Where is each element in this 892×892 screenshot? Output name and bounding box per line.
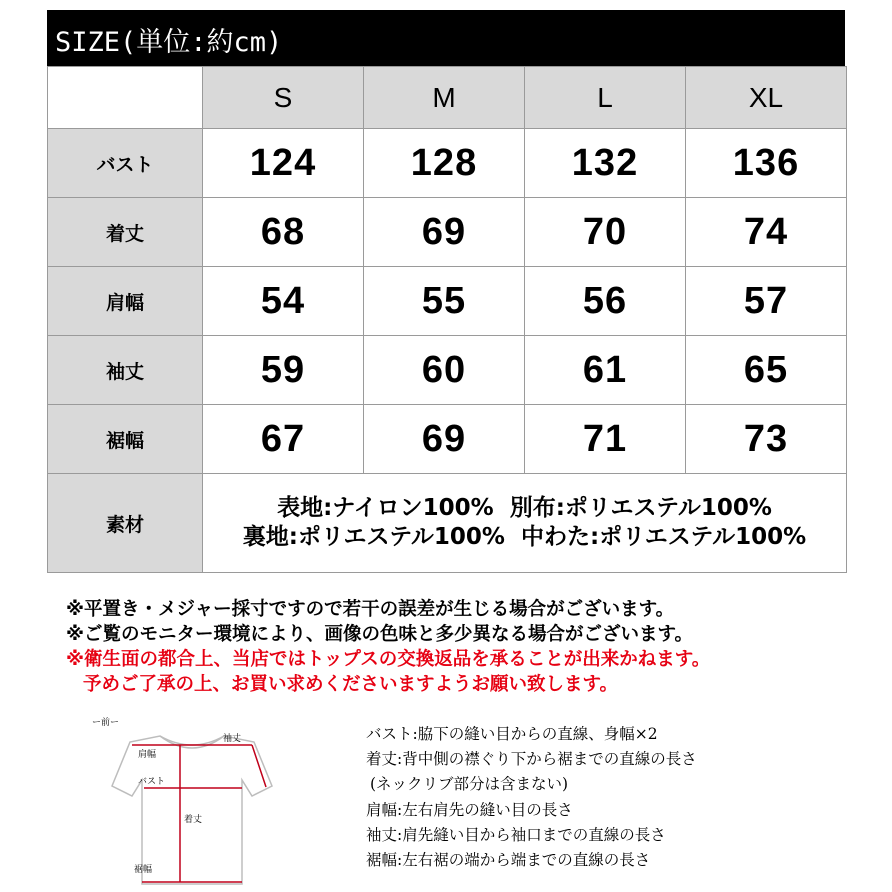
- size-header-xl: XL: [686, 67, 847, 129]
- table-cell: 136: [686, 129, 847, 198]
- table-cell: 124: [203, 129, 364, 198]
- title-bar: [47, 10, 845, 66]
- table-cell: 60: [364, 336, 525, 405]
- table-cell: 55: [364, 267, 525, 336]
- size-header-l: L: [525, 67, 686, 129]
- table-cell: 54: [203, 267, 364, 336]
- table-cell: 65: [686, 336, 847, 405]
- table-cell: 67: [203, 405, 364, 474]
- red-note-line: 予めご了承の上、お買い求めくださいますようお願い致します。: [83, 674, 619, 695]
- table-cell: 69: [364, 405, 525, 474]
- desc-line: 着丈:背中側の襟ぐり下から裾までの直線の長さ: [366, 750, 697, 769]
- material-line-1: 表地:ナイロン100% 別布:ポリエステル100%: [277, 495, 772, 521]
- size-header-s: S: [203, 67, 364, 129]
- table-cell: 132: [525, 129, 686, 198]
- desc-line: (ネックリブ部分は含まない): [370, 775, 569, 794]
- diagram-label-hem: 裾幅: [134, 865, 153, 875]
- red-note-line: ※衛生面の都合上、当店ではトップスの交換返品を承ることが出来かねます。: [66, 649, 711, 670]
- row-label-shoulder: 肩幅: [48, 267, 203, 336]
- row-label-sleeve: 袖丈: [48, 336, 203, 405]
- table-cell: 68: [203, 198, 364, 267]
- measurement-descriptions: [366, 722, 697, 873]
- size-header-m: M: [364, 67, 525, 129]
- tshirt-outline-icon: [112, 736, 272, 884]
- table-row: [48, 198, 847, 267]
- table-row: [48, 267, 847, 336]
- size-table: [47, 66, 847, 573]
- table-cell: 71: [525, 405, 686, 474]
- table-cell: 74: [686, 198, 847, 267]
- note-line: ※平置き・メジャー採寸ですので若干の誤差が生じる場合がございます。: [66, 599, 675, 620]
- table-cell: 69: [364, 198, 525, 267]
- table-cell: 128: [364, 129, 525, 198]
- row-label-material: 素材: [48, 474, 203, 573]
- corner-cell: [48, 67, 203, 129]
- row-label-hem: 裾幅: [48, 405, 203, 474]
- diagram-label-length: 着丈: [184, 815, 203, 825]
- size-header-row: [48, 67, 847, 129]
- table-cell: 59: [203, 336, 364, 405]
- desc-line: 裾幅:左右裾の端から端までの直線の長さ: [366, 851, 651, 870]
- table-cell: 56: [525, 267, 686, 336]
- table-cell: 73: [686, 405, 847, 474]
- desc-line: 肩幅:左右肩先の縫い目の長さ: [366, 800, 573, 819]
- table-cell: 57: [686, 267, 847, 336]
- table-row: [48, 405, 847, 474]
- diagram-front-label: ー前ー: [92, 718, 120, 728]
- row-label-length: 着丈: [48, 198, 203, 267]
- diagram-label-bust: バスト: [138, 777, 166, 787]
- page-title: SIZE(単位:約cm): [55, 27, 283, 58]
- material-cell: [203, 474, 847, 573]
- table-cell: 61: [525, 336, 686, 405]
- row-label-bust: バスト: [48, 129, 203, 198]
- table-cell: 70: [525, 198, 686, 267]
- measurement-diagram: [92, 714, 292, 890]
- table-row: [48, 336, 847, 405]
- table-row: [48, 129, 847, 198]
- material-line-2: 裏地:ポリエステル100% 中わた:ポリエステル100%: [242, 524, 807, 550]
- note-line: ※ご覧のモニター環境により、画像の色味と多少異なる場合がございます。: [66, 624, 694, 645]
- desc-line: 袖丈:肩先縫い目から袖口までの直線の長さ: [366, 825, 666, 844]
- notes: [66, 597, 710, 697]
- material-row: [48, 474, 847, 573]
- diagram-label-sleeve: 袖丈: [223, 734, 242, 744]
- desc-line: バスト:脇下の縫い目からの直線、身幅×2: [366, 725, 658, 743]
- diagram-label-shoulder: 肩幅: [138, 750, 157, 760]
